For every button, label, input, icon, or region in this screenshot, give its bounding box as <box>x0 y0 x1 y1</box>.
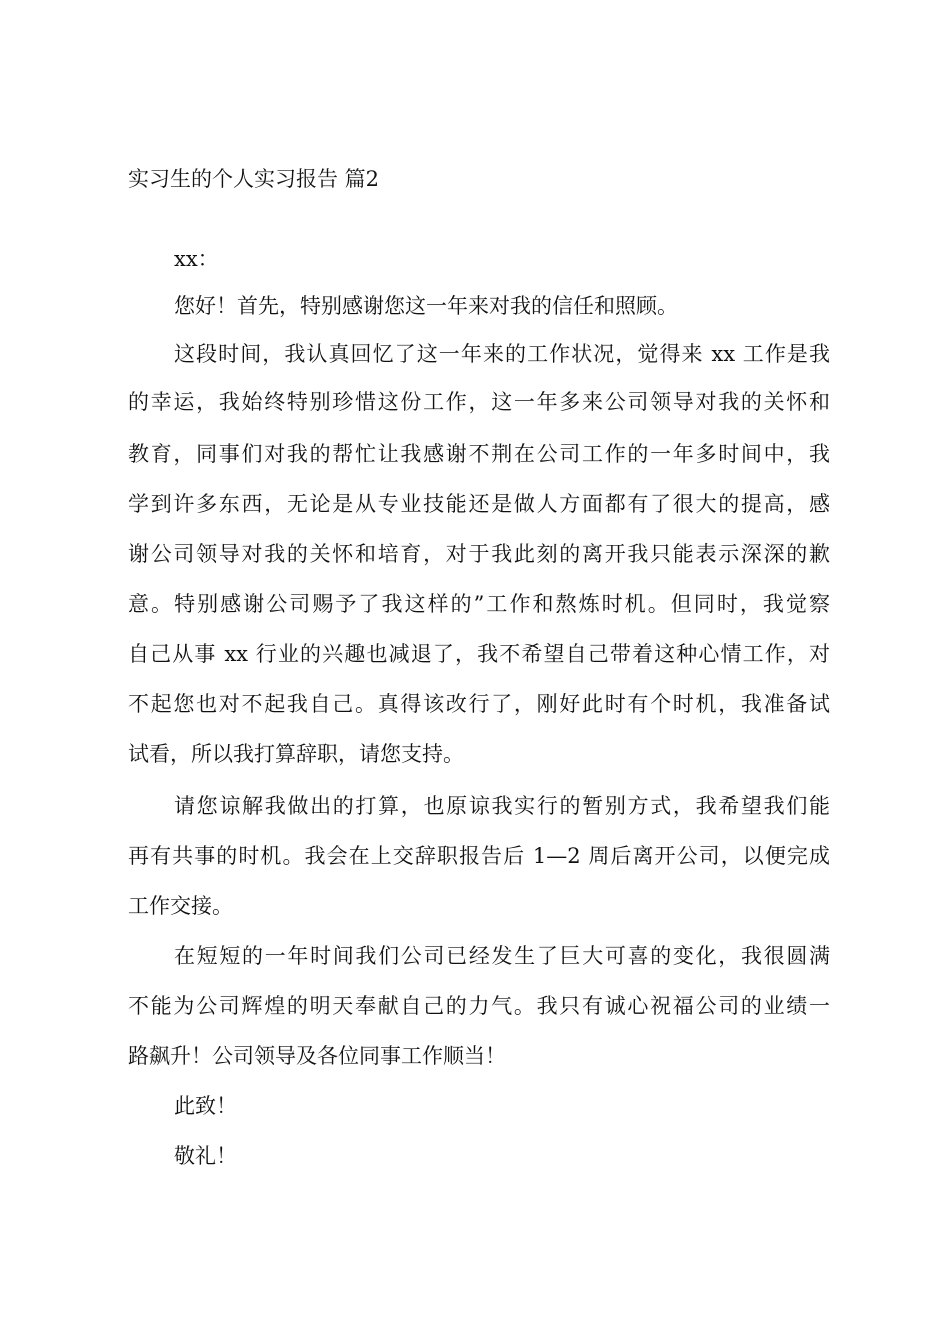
closing-line: 敬礼！ <box>174 1144 237 1168</box>
paragraph2-line: 再有共事的时机。我会在上交辞职报告后 1—2 周后离开公司，以便完成 <box>128 844 830 868</box>
paragraph1-line: 试看，所以我打算辞职，请您支持。 <box>128 742 464 766</box>
salutation: xx： <box>174 247 219 271</box>
document-title: 实习生的个人实习报告 篇2 <box>128 167 380 191</box>
paragraph3-line: 不能为公司辉煌的明天奉献自己的力气。我只有诚心祝福公司的业绩一 <box>128 994 830 1018</box>
paragraph3-line: 路飙升！公司领导及各位同事工作顺当！ <box>128 1044 506 1068</box>
paragraph1-line: 意。特别感谢公司赐予了我这样的”工作和熬炼时机。但同时，我觉察 <box>128 592 830 616</box>
paragraph3-line: 在短短的一年时间我们公司已经发生了巨大可喜的变化，我很圆满 <box>174 944 830 968</box>
paragraph1-line: 的幸运，我始终特别珍惜这份工作，这一年多来公司领导对我的关怀和 <box>128 390 830 414</box>
paragraph1-line: 自己从事 xx 行业的兴趣也减退了，我不希望自己带着这种心情工作，对 <box>128 642 830 666</box>
paragraph2-line: 请您谅解我做出的打算，也原谅我实行的暂别方式，我希望我们能 <box>174 794 830 818</box>
greeting-line: 您好！首先，特别感谢您这一年来对我的信任和照顾。 <box>174 294 678 318</box>
paragraph1-line: 教育，同事们对我的帮忙让我感谢不荆在公司工作的一年多时间中，我 <box>128 442 830 466</box>
paragraph1-line: 谢公司领导对我的关怀和培育，对于我此刻的离开我只能表示深深的歉 <box>128 542 830 566</box>
paragraph1-line: 学到许多东西，无论是从专业技能还是做人方面都有了很大的提高，感 <box>128 492 830 516</box>
closing-line: 此致！ <box>174 1094 237 1118</box>
paragraph1-line: 这段时间，我认真回忆了这一年来的工作状况，觉得来 xx 工作是我 <box>174 342 830 366</box>
paragraph1-line: 不起您也对不起我自己。真得该改行了，刚好此时有个时机，我准备试 <box>128 692 830 716</box>
paragraph2-line: 工作交接。 <box>128 894 233 918</box>
